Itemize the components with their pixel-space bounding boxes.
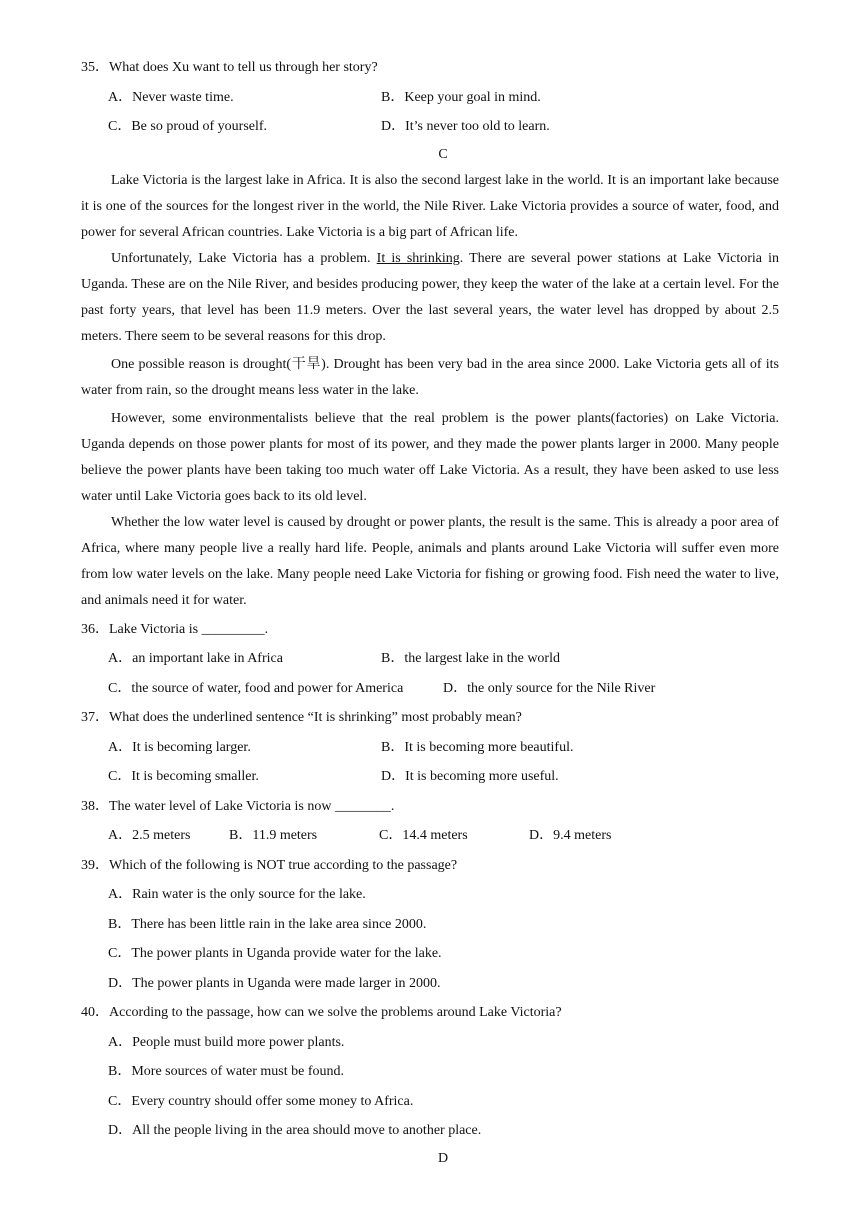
passage-paragraph-5: Whether the low water level is caused by drought or power plants, the result is the same. This is already a poor area of Africa, where many people live a really hard life. People, animals and plants around Lake Victoria will suffer even more from low water levels on the lake. Many people need Lake Victoria for fishing or growing food. Fish need the water to live, and animals need it for water. — [81, 515, 779, 608]
q40-option-b: B．More sources of water must be found. — [108, 1064, 345, 1079]
passage-paragraph-2 — [81, 246, 779, 350]
q40-option-d: D．All the people living in the area should move to another place. — [108, 1123, 482, 1138]
q35-option-c: C．Be so proud of yourself. — [108, 119, 268, 134]
q38-option-a: A．2.5 meters — [108, 828, 191, 843]
section-c-heading: C — [438, 147, 448, 162]
q36-option-d: D．the only source for the Nile River — [443, 681, 656, 696]
q35-option-a: A．Never waste time. — [108, 90, 234, 105]
p2-text-after: . There are several power stations at Lake Victoria in Uganda. These are on the Nile River, and besides producing power, they keep the water of the lake at a certain level. For the past forty years, that level has been 11.9 meters. Over the last several years, the water level has dropped by about 2.5 meters. There seem to be several reasons for this drop. — [81, 251, 779, 344]
passage-paragraph-4: However, some environmentalists believe that the real problem is the power plants(factories) on Lake Victoria. Uganda depends on those power plants for most of its power, and they made the power plants larger in 2000. Many people believe the power plants have been taking too much water off Lake Victoria. As a result, they have been asked to use less water until Lake Victoria goes back to its old level. — [81, 411, 779, 504]
q35-stem: 35．What does Xu want to tell us through her story? — [81, 60, 378, 75]
q37-option-c: C．It is becoming smaller. — [108, 769, 259, 784]
q35-option-b: B．Keep your goal in mind. — [381, 90, 541, 105]
q35-option-d: D．It’s never too old to learn. — [381, 119, 550, 134]
q38-option-b: B．11.9 meters — [229, 828, 318, 843]
q39-option-c: C．The power plants in Uganda provide water for the lake. — [108, 946, 442, 961]
q39-stem: 39．Which of the following is NOT true according to the passage? — [81, 858, 458, 873]
q39-option-b: B．There has been little rain in the lake area since 2000. — [108, 917, 427, 932]
q37-stem: 37．What does the underlined sentence “It is shrinking” most probably mean? — [81, 710, 522, 725]
q39-option-a: A．Rain water is the only source for the lake. — [108, 887, 366, 902]
p2-text-before: Unfortunately, Lake Victoria has a problem. — [111, 251, 377, 266]
underlined-sentence: It is shrinking — [376, 251, 460, 266]
q37-option-b: B．It is becoming more beautiful. — [381, 740, 574, 755]
passage-paragraph-3: One possible reason is drought(干旱). Drought has been very bad in the area since 2000. Lake Victoria gets all of its water from rain, so the drought means less water in the lake. — [81, 357, 779, 398]
q38-stem: 38．The water level of Lake Victoria is now ________. — [81, 799, 395, 814]
q40-option-a: A．People must build more power plants. — [108, 1035, 345, 1050]
q40-stem: 40．According to the passage, how can we solve the problems around Lake Victoria? — [81, 1005, 562, 1020]
q38-option-d: D．9.4 meters — [529, 828, 612, 843]
q39-option-d: D．The power plants in Uganda were made larger in 2000. — [108, 976, 441, 991]
q40-option-c: C．Every country should offer some money to Africa. — [108, 1094, 414, 1109]
q37-option-d: D．It is becoming more useful. — [381, 769, 559, 784]
q36-option-c: C．the source of water, food and power for America — [108, 681, 404, 696]
passage-paragraph-1: Lake Victoria is the largest lake in Africa. It is also the second largest lake in the world. It is an important lake because it is one of the sources for the longest river in the world, the Nile River. Lake Victoria provides a source of water, food, and power for several African countries. Lake Victoria is a big part of African life. — [81, 173, 779, 240]
q36-option-a: A．an important lake in Africa — [108, 651, 283, 666]
q36-stem: 36．Lake Victoria is _________. — [81, 622, 269, 637]
q38-option-c: C．14.4 meters — [379, 828, 468, 843]
q36-option-b: B．the largest lake in the world — [381, 651, 560, 666]
section-d-heading: D — [437, 1151, 449, 1166]
q37-option-a: A．It is becoming larger. — [108, 740, 251, 755]
